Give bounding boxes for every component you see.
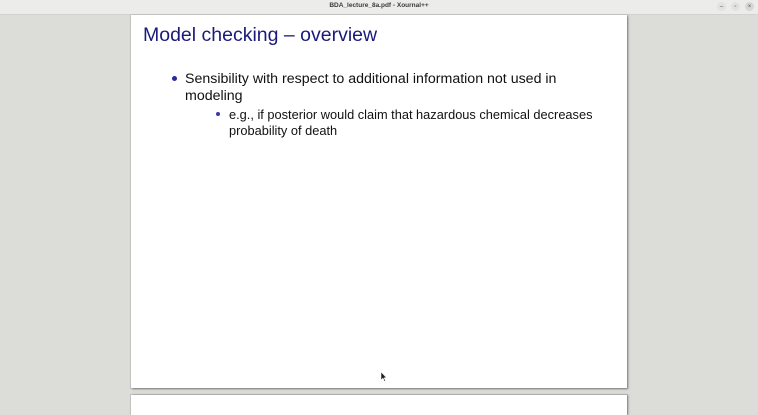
minimize-icon: – [719, 3, 724, 10]
close-icon: × [747, 3, 752, 10]
sub-bullet-item [229, 107, 609, 139]
mouse-cursor-icon [381, 372, 387, 382]
maximize-button[interactable] [731, 2, 740, 11]
window-controls [717, 2, 754, 11]
bullet-text: Sensibility with respect to additional information not used in modeling [185, 71, 557, 104]
next-pdf-page[interactable] [131, 395, 627, 415]
sub-bullet-text: e.g., if posterior would claim that hazardous chemical decreases probability of death [229, 107, 593, 138]
close-button[interactable] [745, 2, 754, 11]
document-canvas[interactable] [0, 15, 758, 406]
slide-title: Model checking – overview [143, 24, 378, 46]
pdf-page[interactable] [131, 15, 627, 388]
window-titlebar [0, 0, 758, 15]
bullet-icon [172, 76, 177, 81]
maximize-icon: ▫ [734, 3, 737, 10]
bullet-item [185, 71, 585, 105]
minimize-button[interactable] [717, 2, 726, 11]
window-title: BDA_lecture_8a.pdf - Xournal++ [329, 2, 429, 9]
sub-bullet-icon [216, 112, 220, 116]
